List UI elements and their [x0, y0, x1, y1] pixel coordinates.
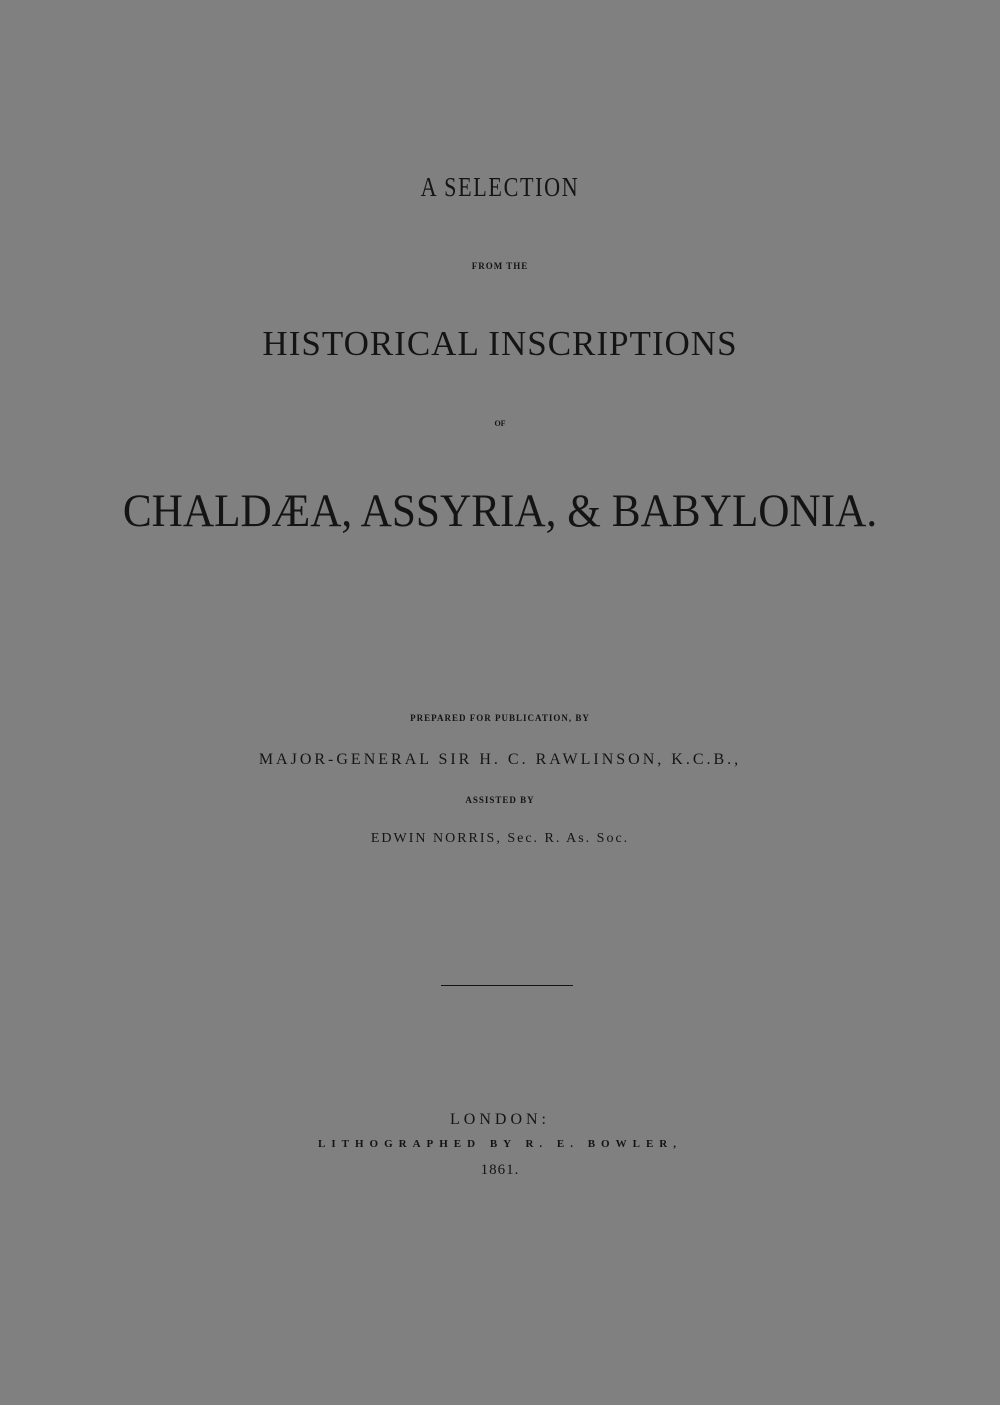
subtitle-from-the: FROM THE [471, 261, 529, 271]
imprint-lithographer: LITHOGRAPHED BY R. E. BOWLER, [318, 1138, 682, 1150]
assistant-name: EDWIN NORRIS, Sec. R. As. Soc. [370, 831, 630, 846]
assisted-by-label: ASSISTED BY [465, 795, 535, 805]
title-historical-inscriptions: HISTORICAL INSCRIPTIONS [262, 324, 738, 363]
imprint-city: LONDON: [450, 1111, 550, 1128]
title-selection: A SELECTION [420, 172, 580, 202]
prepared-by-label: PREPARED FOR PUBLICATION, BY [410, 713, 590, 723]
title-places: CHALDÆA, ASSYRIA, & BABYLONIA. [122, 485, 878, 537]
divider-rule [441, 985, 573, 986]
author-name: MAJOR-GENERAL SIR H. C. RAWLINSON, K.C.B., [258, 751, 742, 768]
subtitle-of: OF [494, 419, 506, 428]
imprint-year: 1861. [480, 1162, 520, 1178]
